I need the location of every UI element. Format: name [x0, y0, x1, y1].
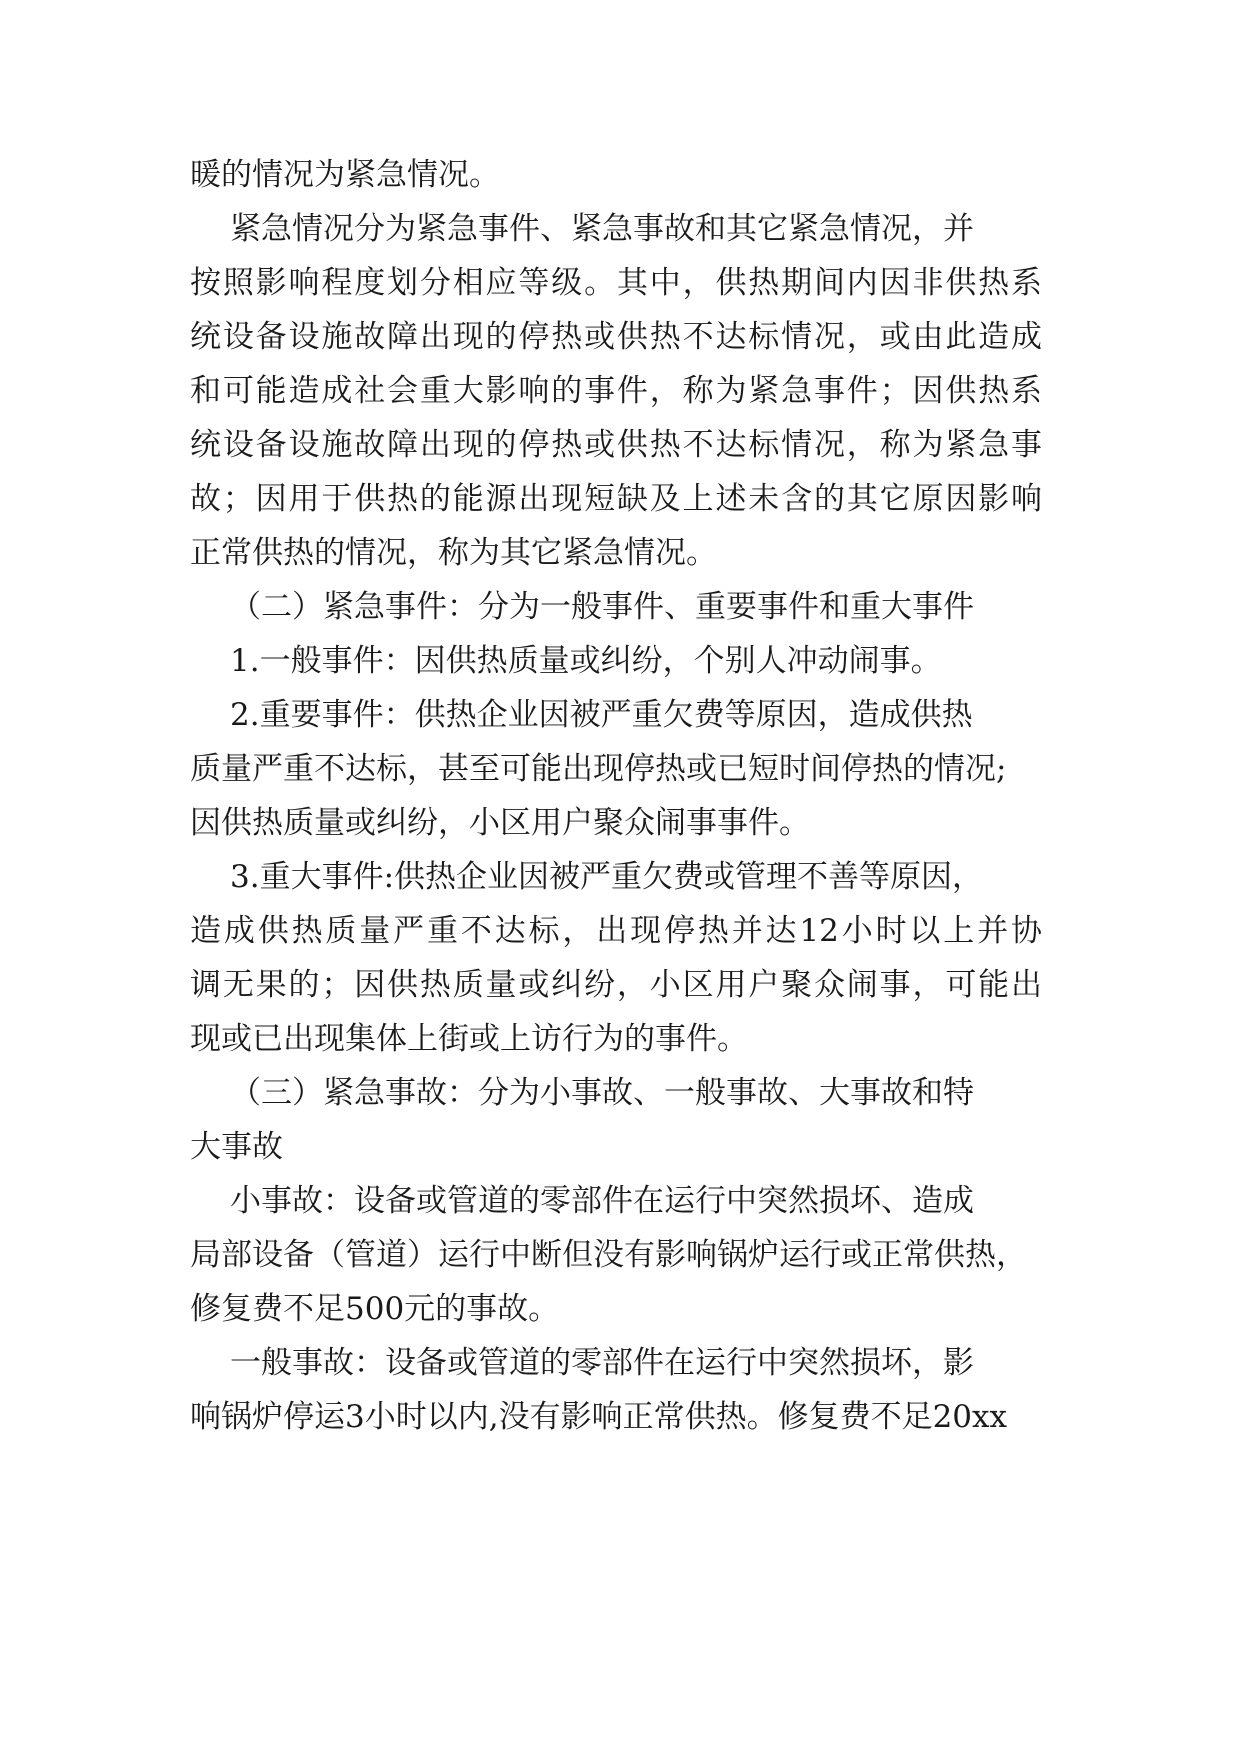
text-line: 统设备设施故障出现的停热或供热不达标情况，称为紧急事: [190, 427, 1042, 463]
text-line: 质量严重不达标，甚至可能出现停热或已短时间停热的情况;: [190, 751, 1007, 787]
list-item: 2.重要事件：供热企业因被严重欠费等原因，造成供热: [230, 697, 973, 733]
text-line: 响锅炉停运3小时以内,没有影响正常供热。修复费不足20xx: [190, 1399, 1007, 1435]
text-line: 统设备设施故障出现的停热或供热不达标情况，或由此造成: [190, 319, 1042, 355]
text-line: 按照影响程度划分相应等级。其中，供热期间内因非供热系: [190, 265, 1042, 301]
list-item: 3.重大事件:供热企业因被严重欠费或管理不善等原因，: [230, 859, 984, 895]
list-item: 1.一般事件：因供热质量或纠纷，个别人冲动闹事。: [230, 643, 942, 679]
text-line: 暖的情况为紧急情况。: [190, 157, 500, 193]
paragraph-first-line: 一般事故：设备或管道的零部件在运行中突然损坏，影: [230, 1345, 974, 1381]
text-line: 现或已出现集体上街或上访行为的事件。: [190, 1021, 748, 1057]
paragraph-first-line: 小事故：设备或管道的零部件在运行中突然损坏、造成: [230, 1183, 974, 1219]
text-line: 正常供热的情况，称为其它紧急情况。: [190, 535, 717, 571]
text-line: 调无果的；因供热质量或纠纷，小区用户聚众闹事，可能出: [190, 967, 1042, 1003]
section-heading: （三）紧急事故：分为小事故、一般事故、大事故和特: [230, 1075, 974, 1111]
text-line: 和可能造成社会重大影响的事件，称为紧急事件；因供热系: [190, 373, 1042, 409]
text-line: 大事故: [190, 1129, 283, 1165]
text-line: 因供热质量或纠纷，小区用户聚众闹事事件。: [190, 805, 810, 841]
text-line: 局部设备（管道）运行中断但没有影响锅炉运行或正常供热，: [190, 1237, 1027, 1273]
section-heading: （二）紧急事件：分为一般事件、重要事件和重大事件: [230, 589, 974, 625]
paragraph-first-line: 紧急情况分为紧急事件、紧急事故和其它紧急情况，并: [230, 211, 974, 247]
text-line: 故；因用于供热的能源出现短缺及上述未含的其它原因影响: [190, 481, 1042, 517]
text-line: 造成供热质量严重不达标，出现停热并达12小时以上并协: [190, 913, 1042, 949]
text-line: 修复费不足500元的事故。: [190, 1291, 560, 1327]
